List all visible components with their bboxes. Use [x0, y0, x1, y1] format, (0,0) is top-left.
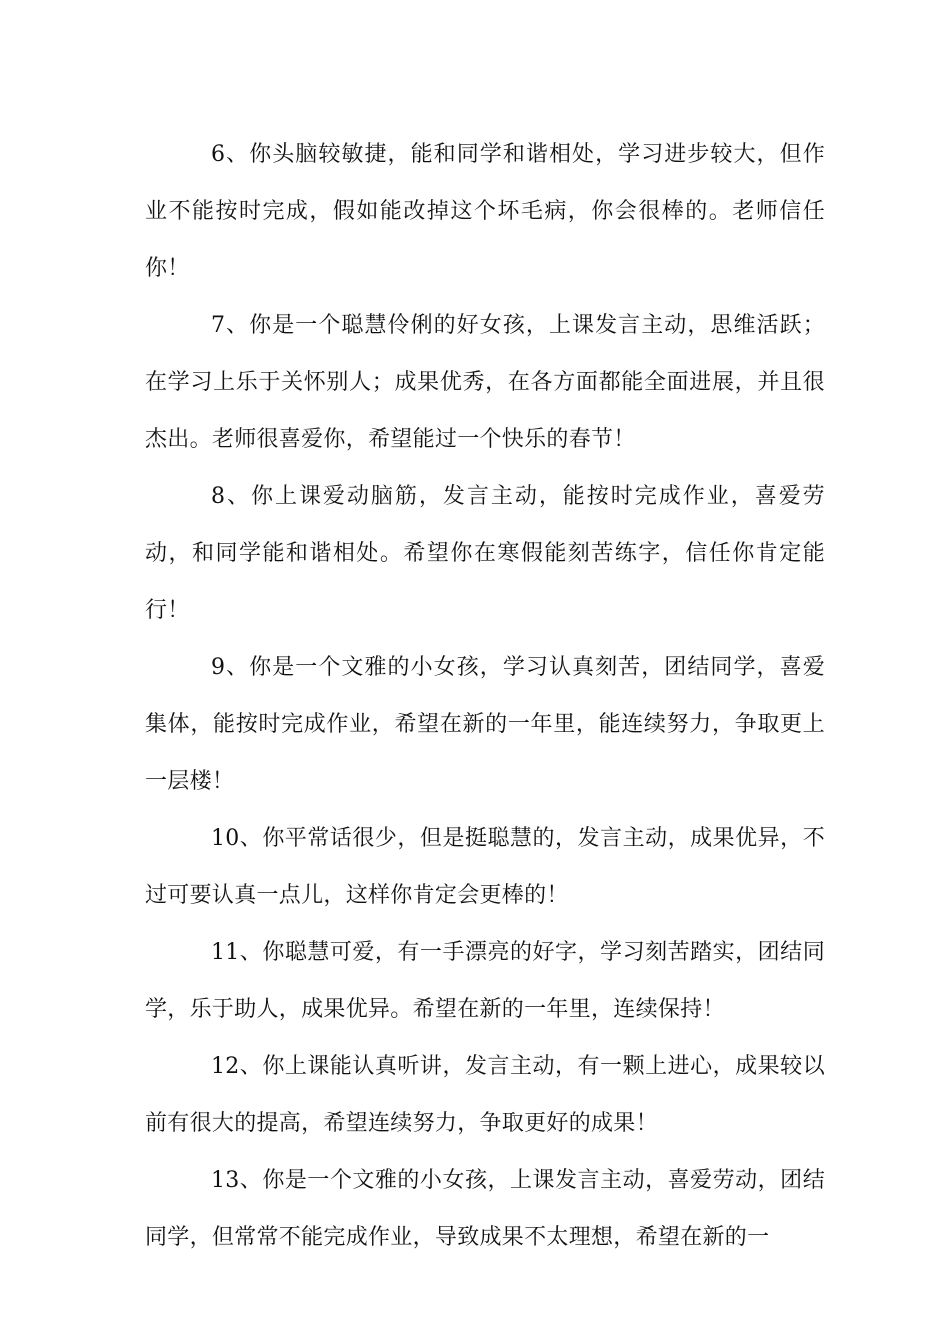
- comment-paragraph-7: 7、你是一个聪慧伶俐的好女孩，上课发言主动，思维活跃；在学习上乐于关怀别人；成果优秀，在各方面都能全面进展，并且很杰出。老师很喜爱你，希望能过一个快乐的春节！: [145, 313, 825, 452]
- comment-paragraph-9: 9、你是一个文雅的小女孩，学习认真刻苦，团结同学，喜爱集体，能按时完成作业，希望在新的一年里，能连续努力，争取更上一层楼！: [145, 655, 825, 794]
- comment-paragraph-6: 6、你头脑较敏捷，能和同学和谐相处，学习进步较大，但作业不能按时完成，假如能改掉这个坏毛病，你会很棒的。老师信任你！: [145, 142, 825, 281]
- document-body: [145, 126, 825, 1266]
- comment-paragraph-11: 11、你聪慧可爱，有一手漂亮的好字，学习刻苦踏实，团结同学，乐于助人，成果优异。希望在新的一年里，连续保持！: [145, 940, 825, 1022]
- comment-paragraph-10: 10、你平常话很少，但是挺聪慧的，发言主动，成果优异，不过可要认真一点儿，这样你肯定会更棒的！: [145, 826, 825, 908]
- comment-paragraph-8: 8、你上课爱动脑筋，发言主动，能按时完成作业，喜爱劳动，和同学能和谐相处。希望你在寒假能刻苦练字，信任你肯定能行！: [145, 484, 825, 623]
- comment-paragraph-13: 13、你是一个文雅的小女孩，上课发言主动，喜爱劳动，团结同学，但常常不能完成作业，导致成果不太理想，希望在新的一: [145, 1168, 825, 1250]
- comment-paragraph-12: 12、你上课能认真听讲，发言主动，有一颗上进心，成果较以前有很大的提高，希望连续努力，争取更好的成果！: [145, 1054, 825, 1136]
